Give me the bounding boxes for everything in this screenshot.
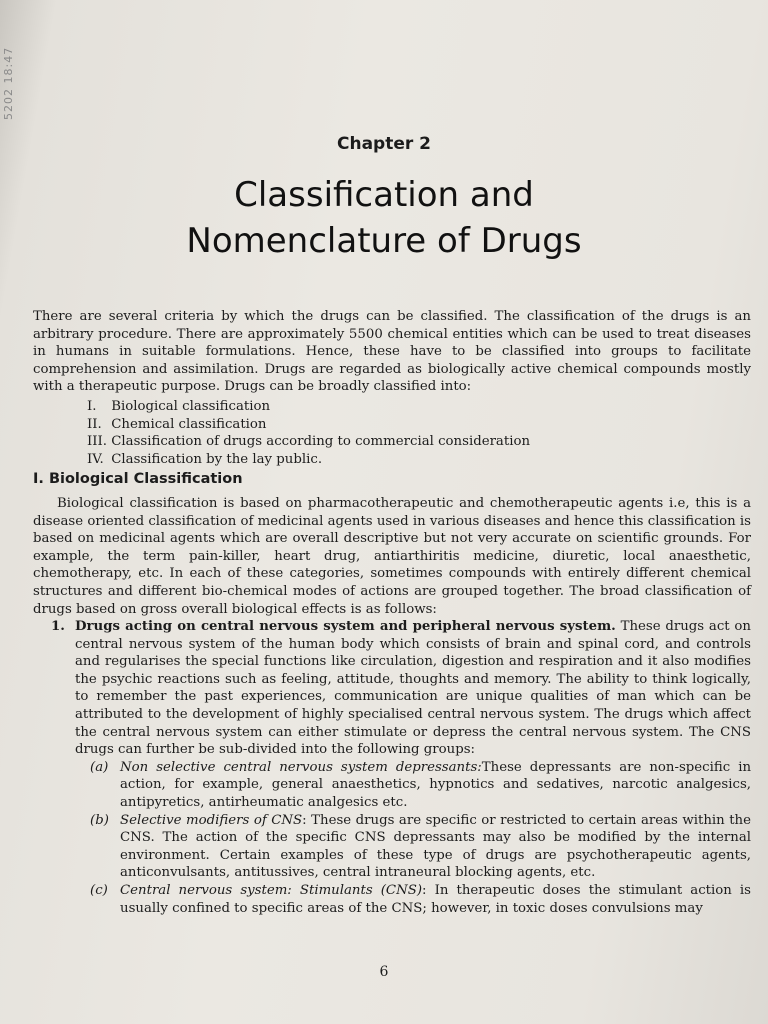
sub-item-term: Selective modifiers of CNS	[120, 812, 303, 828]
sub-item	[90, 812, 751, 882]
sub-item	[90, 882, 751, 917]
page-number: 6	[379, 964, 389, 980]
sub-item-label: (c)	[90, 883, 108, 898]
sub-item-label: (a)	[90, 759, 109, 775]
intro-paragraph: There are several criteria by which the drugs can be classified. The classification of the drugs is an arbitrary procedure. There are approximately 5500 chemical entities which can be used to treat diseases in humans in suitable formulations. Hence, these have to be classified into groups to facilitate comprehension and assimilation. Drugs are regarded as biologically active chemical compounds mostly with a therapeutic purpose. Drugs can be broadly classified into:	[33, 309, 751, 395]
item-heading: Drugs acting on central nervous system and peripheral nervous system.	[75, 619, 616, 635]
body-text	[33, 308, 751, 917]
numbered-item	[51, 618, 751, 759]
criteria-item: III. Classification of drugs according to commercial consideration	[87, 434, 531, 450]
sub-item-term: Non selective central nervous system depressants:	[120, 759, 482, 775]
section-heading: I. Biological Classification	[33, 471, 243, 488]
sub-item-term: Central nervous system: Stimulants (CNS)	[120, 883, 423, 898]
item-number: 1.	[51, 619, 65, 635]
chapter-title	[0, 172, 768, 264]
criteria-item: IV. Classification by the lay public.	[87, 451, 323, 467]
chapter-label: Chapter 2	[336, 134, 431, 154]
title-line-2: Nomenclature of Drugs	[186, 221, 582, 261]
edge-mark: 5202 18:47	[2, 46, 15, 120]
sub-item-text: : In therapeutic doses the stimulant action is usually confined to specific areas of the CNS; however, in toxic doses convulsions may	[120, 883, 751, 916]
sub-item-text: These depressants are non-specific in action, for example, general anaesthetics, hypnotics and sedatives, narcotic analgesics, antipyretics, antirheumatic analgesics etc.	[120, 759, 752, 811]
section-paragraph: Biological classification is based on pharmacotherapeutic and chemotherapeutic agents i.e, this is a disease oriented classification of medicinal agents used in various diseases and hence this classification is based on medicinal agents which are overall descriptive but not very accurate on scientific grounds. For example, the term pain-killer, heart drug, antiarthiritis medicine, diuretic, local anaesthetic, chemotherapy, etc. In each of these categories, sometimes compounds with entirely different chemical structures and different bio-chemical modes of actions are grouped together. The broad classification of drugs based on gross overall biological effects is as follows:	[33, 495, 751, 617]
criteria-list	[87, 398, 751, 468]
sub-item	[90, 759, 751, 812]
criteria-item: I. Biological classification	[87, 398, 271, 414]
sub-item-text: : These drugs are specific or restricted to certain areas within the CNS. The action of the specific CNS depressants may also be modified by the internal environment. Certain examples of these type of drugs are psychotherapeutic agents, anticonvulsants, antitussives, central intraneural blocking agents, etc.	[120, 812, 751, 881]
item-text: These drugs act on central nervous system of the human body which consists of brain and spinal cord, and controls and regularises the special functions like circulation, digestion and respiration and it also modifies the psychic reactions such as feeling, attitude, thoughts and memory. The ability to think logically, to remember the past experiences, communication are unique qualities of man which can be attributed to the development of highly specialised central nervous system. The drugs which affect the central nervous system can either stimulate or depress the central nervous system. The CNS drugs can further be sub-divided into the following groups:	[75, 619, 751, 758]
sub-item-label: (b)	[90, 812, 109, 828]
criteria-item: II. Chemical classification	[87, 416, 267, 432]
title-line-1: Classification and	[234, 175, 534, 215]
